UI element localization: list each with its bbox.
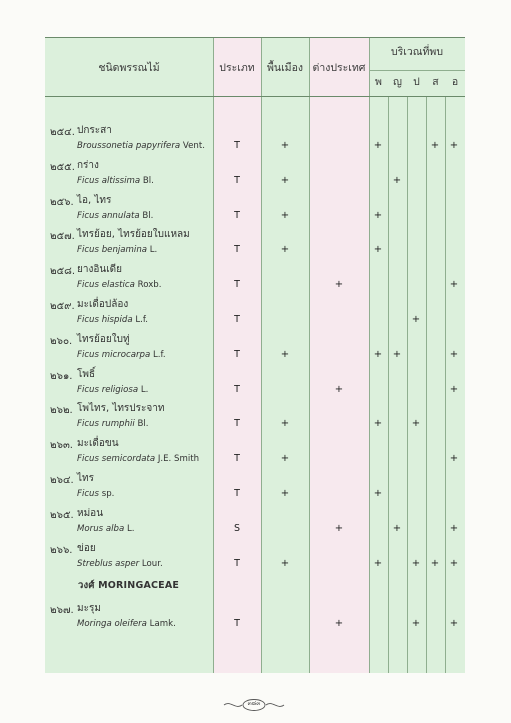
header-area-y: ญ bbox=[393, 76, 402, 88]
area-mark: + bbox=[411, 418, 421, 429]
thai-name: ปกระสา bbox=[77, 125, 112, 136]
scientific-name-author: L.f. bbox=[135, 315, 148, 325]
area-mark: + bbox=[373, 418, 383, 429]
area-mark: + bbox=[449, 140, 459, 151]
table-row bbox=[45, 296, 465, 330]
table-row bbox=[45, 366, 465, 400]
header-foreign: ต่างประเทศ bbox=[312, 62, 366, 74]
table-row bbox=[45, 600, 465, 634]
scientific-name-author: Lour. bbox=[141, 559, 163, 569]
scientific-name-genus: Ficus rumphii bbox=[77, 419, 135, 429]
foreign-mark: + bbox=[334, 523, 344, 534]
scientific-name-author: L. bbox=[149, 245, 158, 255]
area-mark: + bbox=[430, 140, 440, 151]
thai-name: ยางอินเดีย bbox=[77, 264, 122, 275]
type-code: T bbox=[234, 618, 240, 629]
scientific-name bbox=[77, 454, 199, 464]
table-row bbox=[45, 400, 465, 434]
type-code: T bbox=[234, 349, 240, 360]
scientific-name bbox=[77, 350, 166, 360]
thai-name: ไอ, ไทร bbox=[77, 195, 112, 206]
table-row bbox=[45, 505, 465, 539]
species-number: ๒๖๖. bbox=[50, 545, 73, 556]
header-divider bbox=[45, 96, 465, 97]
header-area-o: อ bbox=[451, 76, 459, 88]
table-row bbox=[45, 470, 465, 504]
scientific-name-author: sp. bbox=[101, 489, 115, 499]
scientific-name bbox=[77, 524, 135, 534]
header-area-s: ส bbox=[432, 76, 439, 88]
header-species: ชนิดพรรณไม้ bbox=[98, 62, 160, 74]
scientific-name bbox=[77, 619, 176, 629]
area-mark: + bbox=[411, 618, 421, 629]
area-mark: + bbox=[392, 523, 402, 534]
type-code: T bbox=[234, 279, 240, 290]
species-number: ๒๖๕. bbox=[50, 510, 74, 521]
species-number: ๒๕๔. bbox=[50, 127, 75, 138]
scientific-name-genus: Ficus hispida bbox=[77, 315, 133, 325]
foreign-mark: + bbox=[334, 279, 344, 290]
header-area-pp: ป bbox=[413, 76, 420, 88]
page-number-ornament bbox=[222, 697, 286, 711]
scientific-name-author: L. bbox=[140, 385, 149, 395]
thai-name: ไทรย้อย, ไทรย้อยใบแหลม bbox=[77, 229, 190, 240]
area-mark: + bbox=[449, 618, 459, 629]
thai-name: กร่าง bbox=[77, 160, 99, 171]
species-number: ๒๕๘. bbox=[50, 266, 76, 277]
type-code: T bbox=[234, 314, 240, 325]
native-mark: + bbox=[280, 349, 290, 360]
area-mark: + bbox=[392, 349, 402, 360]
scientific-name-genus: Ficus semicordata bbox=[77, 454, 156, 464]
type-code: T bbox=[234, 140, 240, 151]
species-table bbox=[45, 37, 465, 673]
type-code: T bbox=[234, 384, 240, 395]
scientific-name-author: Bl. bbox=[137, 419, 149, 429]
scientific-name-genus: Ficus elastica bbox=[77, 280, 135, 290]
scientific-name bbox=[77, 489, 114, 499]
area-mark: + bbox=[449, 279, 459, 290]
thai-name: มะเดื่อขน bbox=[77, 438, 119, 449]
species-number: ๒๖๒. bbox=[50, 405, 73, 416]
type-code: T bbox=[234, 175, 240, 186]
type-code: T bbox=[234, 210, 240, 221]
species-number: ๒๕๕. bbox=[50, 162, 75, 173]
species-number: ๒๖๐. bbox=[50, 336, 73, 347]
area-mark: + bbox=[449, 453, 459, 464]
scientific-name bbox=[77, 385, 148, 395]
area-mark: + bbox=[392, 175, 402, 186]
thai-name: ข่อย bbox=[77, 543, 96, 554]
native-mark: + bbox=[280, 244, 290, 255]
scientific-name-genus: Moringa oleifera bbox=[77, 619, 147, 629]
thai-name: มะรุม bbox=[77, 603, 101, 614]
scientific-name-genus: Ficus microcarpa bbox=[77, 350, 151, 360]
species-number: ๒๖๗. bbox=[50, 605, 74, 616]
header-type: ประเภท bbox=[219, 62, 255, 74]
type-code: T bbox=[234, 244, 240, 255]
scientific-name-genus: Broussonetia papyrifera bbox=[77, 141, 181, 151]
scientific-name-genus: Ficus altissima bbox=[77, 176, 141, 186]
area-mark: + bbox=[373, 488, 383, 499]
table-row bbox=[45, 261, 465, 295]
scientific-name-genus: Ficus religiosa bbox=[77, 385, 139, 395]
thai-name: มะเดื่อปล้อง bbox=[77, 299, 129, 310]
species-number: ๒๖๔. bbox=[50, 475, 74, 486]
area-mark: + bbox=[449, 349, 459, 360]
scientific-name-author: Vent. bbox=[182, 141, 205, 151]
foreign-mark: + bbox=[334, 618, 344, 629]
native-mark: + bbox=[280, 453, 290, 464]
area-mark: + bbox=[449, 384, 459, 395]
scientific-name bbox=[77, 176, 154, 186]
thai-name: ไทร bbox=[77, 473, 94, 484]
type-code: T bbox=[234, 488, 240, 499]
foreign-mark: + bbox=[334, 384, 344, 395]
scientific-name-author: J.E. Smith bbox=[157, 454, 200, 464]
table-row bbox=[45, 157, 465, 191]
scientific-name bbox=[77, 315, 148, 325]
scientific-name-genus: Ficus benjamina bbox=[77, 245, 148, 255]
species-number: ๒๖๑. bbox=[50, 371, 73, 382]
header-area-p: พ bbox=[375, 76, 382, 88]
family-heading: วงศ์ MORINGACEAE bbox=[78, 580, 180, 591]
scientific-name-genus: Streblus asper bbox=[77, 559, 140, 569]
native-mark: + bbox=[280, 175, 290, 186]
native-mark: + bbox=[280, 210, 290, 221]
area-mark: + bbox=[411, 558, 421, 569]
thai-name: โพธิ์ bbox=[77, 369, 96, 380]
scientific-name-genus: Ficus bbox=[77, 489, 99, 499]
scientific-name bbox=[77, 211, 153, 221]
area-mark: + bbox=[449, 558, 459, 569]
scientific-name-author: Lamk. bbox=[149, 619, 176, 629]
scientific-name-genus: Morus alba bbox=[77, 524, 125, 534]
scientific-name bbox=[77, 419, 149, 429]
area-mark: + bbox=[373, 558, 383, 569]
area-mark: + bbox=[373, 140, 383, 151]
scientific-name-author: Roxb. bbox=[137, 280, 162, 290]
header-native: พื้นเมือง bbox=[266, 62, 304, 74]
area-mark: + bbox=[430, 558, 440, 569]
header-area: บริเวณที่พบ bbox=[390, 46, 444, 58]
scientific-name-author: Bl. bbox=[142, 211, 154, 221]
scientific-name bbox=[77, 141, 205, 151]
type-code: T bbox=[234, 418, 240, 429]
species-number: ๒๕๙. bbox=[50, 301, 75, 312]
species-number: ๒๕๖. bbox=[50, 197, 74, 208]
area-mark: + bbox=[373, 210, 383, 221]
scientific-name-author: Bl. bbox=[142, 176, 154, 186]
area-mark: + bbox=[373, 244, 383, 255]
scientific-name bbox=[77, 559, 163, 569]
divider bbox=[369, 70, 465, 71]
table-row bbox=[45, 226, 465, 260]
species-number: ๒๕๗. bbox=[50, 231, 75, 242]
thai-name: ไทรย้อยใบทู่ bbox=[77, 334, 130, 345]
area-mark: + bbox=[411, 314, 421, 325]
native-mark: + bbox=[280, 140, 290, 151]
page-number: ๓๘๓ bbox=[247, 700, 261, 707]
thai-name: โพไทร, ไทรประจาท bbox=[77, 403, 165, 414]
type-code: S bbox=[233, 523, 241, 534]
type-code: T bbox=[234, 453, 240, 464]
table-row bbox=[45, 540, 465, 574]
area-mark: + bbox=[373, 349, 383, 360]
native-mark: + bbox=[280, 558, 290, 569]
native-mark: + bbox=[280, 488, 290, 499]
area-mark: + bbox=[449, 523, 459, 534]
scientific-name-genus: Ficus annulata bbox=[77, 211, 140, 221]
table-row bbox=[45, 122, 465, 156]
scientific-name bbox=[77, 280, 161, 290]
type-code: T bbox=[234, 558, 240, 569]
thai-name: หม่อน bbox=[77, 508, 104, 519]
table-row bbox=[45, 192, 465, 226]
scientific-name bbox=[77, 245, 157, 255]
scientific-name-author: L. bbox=[126, 524, 135, 534]
table-row bbox=[45, 331, 465, 365]
species-number: ๒๖๓. bbox=[50, 440, 73, 451]
scientific-name-author: L.f. bbox=[152, 350, 166, 360]
table-row bbox=[45, 435, 465, 469]
native-mark: + bbox=[280, 418, 290, 429]
